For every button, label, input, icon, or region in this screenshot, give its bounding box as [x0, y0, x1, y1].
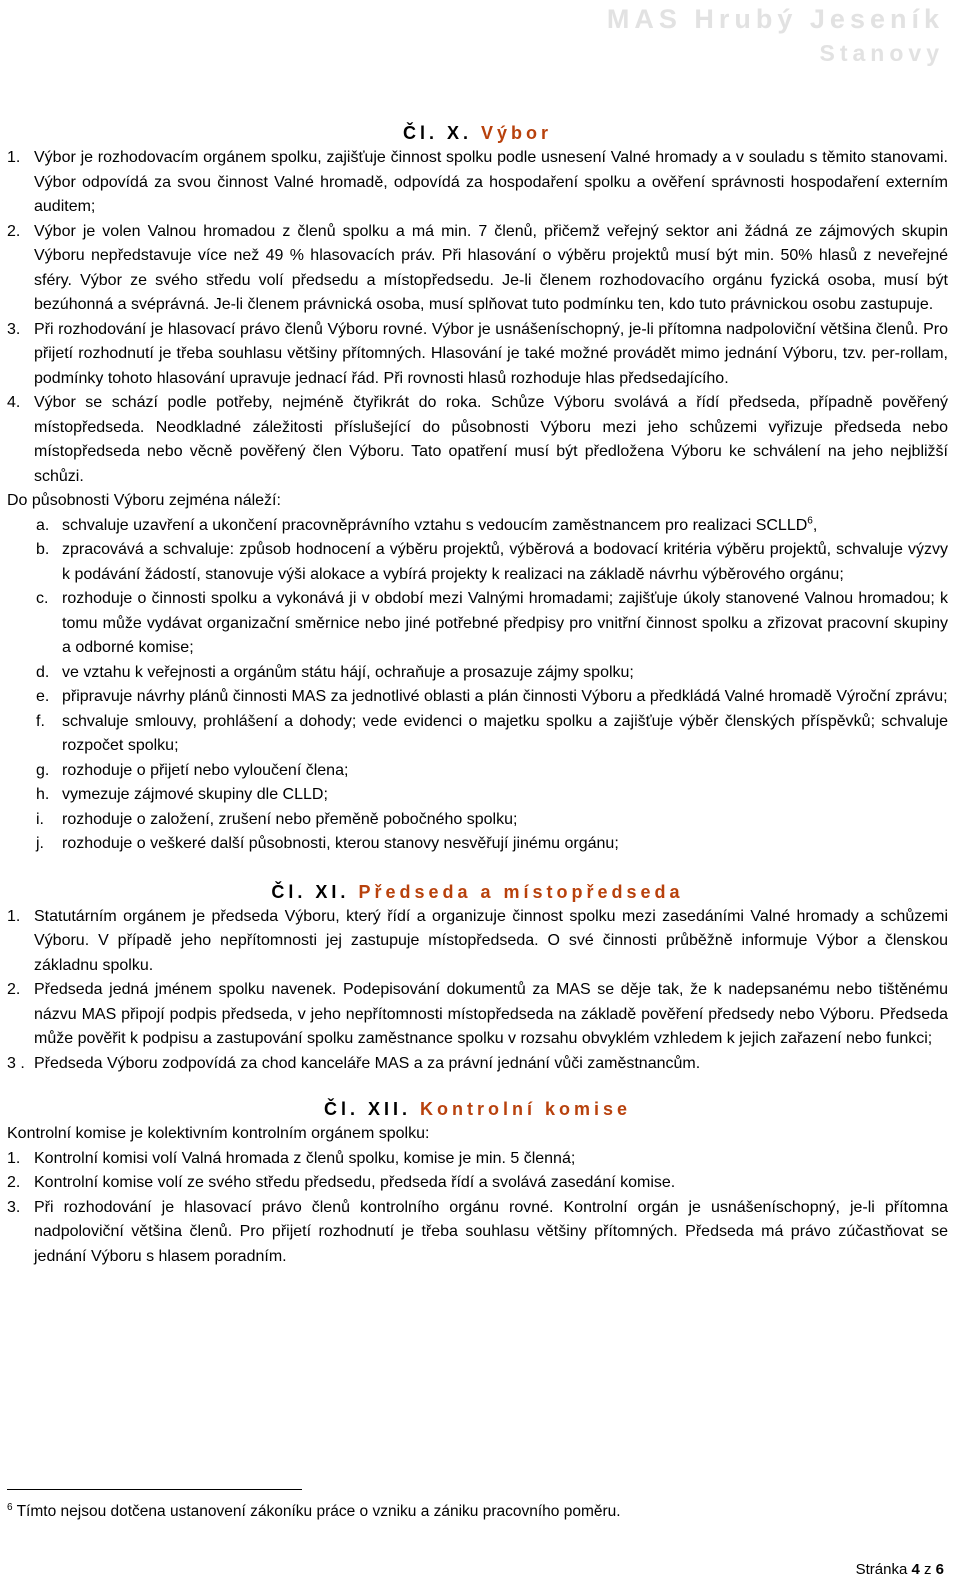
- item-letter: e.: [36, 688, 50, 705]
- list-item: [7, 538, 948, 587]
- section-x-list: [7, 146, 948, 489]
- item-number: 4.: [7, 394, 21, 411]
- section-xi-list: [7, 905, 948, 1077]
- item-letter: f.: [36, 712, 45, 730]
- item-letter: a.: [36, 516, 50, 534]
- section-spacer: [7, 857, 948, 879]
- section-x-heading: [7, 120, 948, 146]
- footnote: [7, 1502, 948, 1522]
- header-subtitle: Stanovy: [819, 40, 944, 66]
- item-text: Při rozhodování je hlasovací právo členů Výboru rovné. Výbor je usnášeníschopný, je-li přítomna nadpoloviční většina členů. Pro přijetí rozhodnutí je třeba souhlasu většiny přítomných. Hlasování je také možné provádět mimo jednání Výboru, tzv. per-rollam, podmínky tohoto hlasování upravuje jednací řád. Při rovnosti hlasů rozhoduje hlas předsedajícího.: [34, 320, 948, 387]
- document-body: [7, 120, 948, 1269]
- item-text: Výbor je rozhodovacím orgánem spolku, zajišťuje činnost spolku podle usnesení Valné hromady a v souladu s těmito stanovami. Výbor odpovídá za svou činnost Valné hromadě, odpovídá za hospodaření spolku a ověření správnosti hospodaření externím auditem;: [34, 149, 948, 215]
- item-number: 3.: [7, 320, 21, 338]
- list-item: [7, 1147, 948, 1172]
- section-xii-intro: Kontrolní komise je kolektivním kontrolním orgánem spolku:: [7, 1125, 430, 1142]
- section-xi-heading: [7, 879, 948, 905]
- item-text: Kontrolní komisi volí Valná hromada z členů spolku, komise je min. 5 členná;: [34, 1149, 576, 1167]
- section-x-title: Výbor: [481, 123, 553, 143]
- item-letter: i.: [36, 810, 44, 828]
- page-label: Stránka: [855, 1561, 908, 1578]
- item-punctuation: ,: [812, 516, 818, 534]
- list-item: [7, 1196, 948, 1270]
- section-xii-number: Čl. XII.: [323, 1099, 411, 1119]
- page-current: 4: [911, 1561, 920, 1578]
- item-letter: g.: [36, 761, 50, 779]
- item-text: Předseda jedná jménem spolku navenek. Podepisování dokumentů za MAS se děje tak, že k nadepsanému nebo tištěnému názvu MAS připojí podpis předseda, v jeho nepřítomnosti místopředseda na základě pověření předsedy nebo Výboru. Předseda může pověřit k podpisu a zastupování spolku zaměstnance spolku v rozsahu obvyklém vzhledem k jejich zařazení nebo funkci;: [34, 981, 948, 1047]
- item-text: ve vztahu k veřejnosti a orgánům státu hájí, ochraňuje a prosazuje zájmy spolku;: [62, 663, 634, 681]
- list-item: [7, 220, 948, 318]
- item-number: 3.: [7, 1198, 21, 1216]
- item-text: Výbor je volen Valnou hromadou z členů spolku a má min. 7 členů, přičemž veřejný sektor ani žádná ze zájmových skupin Výboru nepředstavuje více než 49 % hlasovacích práv. Při hlasování o výběru projektů musí být min. 50% hlasů z neveřejné sféry. Výbor ze svého středu volí předsedu a místopředsedu. Je-li členem rozhodovacího orgánu fyzická osoba, musí být bezúhonná a svéprávná. Je-li členem právnická osoba, musí splňovat tuto podmínku ten, kdo tuto právnickou osobu zastupuje.: [34, 222, 948, 313]
- footnote-separator: [7, 1489, 302, 1490]
- item-text: rozhoduje o přijetí nebo vyloučení člena;: [62, 761, 349, 779]
- item-text: připravuje návrhy plánů činnosti MAS za jednotlivé oblasti a plán činnosti Výboru a předkládá Valné hromadě Výroční zprávu;: [62, 688, 948, 705]
- list-item: [7, 514, 948, 539]
- item-letter: b.: [36, 541, 50, 558]
- list-item: [7, 685, 948, 710]
- item-letter: j.: [36, 835, 44, 852]
- page-separator: z: [923, 1561, 932, 1578]
- item-letter: h.: [36, 786, 50, 803]
- list-item: [7, 146, 948, 220]
- section-xii-list: [7, 1147, 948, 1270]
- list-item: [7, 587, 948, 661]
- list-item: [7, 710, 948, 759]
- item-text: vymezuje zájmové skupiny dle CLLD;: [62, 786, 328, 803]
- list-item: [7, 759, 948, 784]
- item-text: rozhoduje o založení, zrušení nebo přeměně pobočného spolku;: [62, 810, 518, 828]
- list-item: [7, 832, 948, 857]
- scope-list: [7, 514, 948, 857]
- item-text: Výbor se schází podle potřeby, nejméně čtyřikrát do roka. Schůze Výboru svolává a řídí předseda, případně pověřený místopředseda. Neodkladné záležitosti příslušející do působnosti Výboru mezi jeho schůzemi vyřizuje předseda nebo místopředseda nebo věcně pověřený člen Výboru. Tato opatření musí být předložena Výboru ke schválení na jeho nejbližší schůzi.: [34, 394, 948, 485]
- item-text: schvaluje smlouvy, prohlášení a dohody; vede evidenci o majetku spolku a zajišťuje výběr členských příspěvků; schvaluje rozpočet spolku;: [62, 712, 948, 754]
- item-text: zpracovává a schvaluje: způsob hodnocení a výběru projektů, výběrová a bodovací kritéria výběru projektů, schvaluje výzvy k podávání žádostí, stanovuje výši alokace a vybírá projekty k realizaci na základě návrhu výběrového orgánu;: [62, 541, 948, 583]
- list-item: [7, 391, 948, 489]
- item-letter: d.: [36, 663, 50, 681]
- section-x-number: Čl. X.: [402, 123, 472, 143]
- item-text: schvaluje uzavření a ukončení pracovněprávního vztahu s vedoucím zaměstnancem pro realizaci SCLLD: [62, 516, 808, 534]
- document-header: [607, 2, 944, 70]
- section-xii-title: Kontrolní komise: [420, 1099, 632, 1119]
- page-total: 6: [935, 1561, 944, 1578]
- item-number: 1.: [7, 149, 21, 166]
- footnote-reference[interactable]: 6: [807, 515, 813, 527]
- footnote-text: Tímto nejsou dotčena ustanovení zákoníku práce o vzniku a zániku pracovního poměru.: [16, 1503, 621, 1520]
- list-item: [7, 808, 948, 833]
- item-number: 2.: [7, 1174, 21, 1191]
- item-text: Při rozhodování je hlasovací právo členů kontrolního orgánu rovné. Kontrolní orgán je usnášeníschopný, je-li přítomna nadpoloviční většina členů. Pro přijetí rozhodnutí je třeba souhlasu většiny přítomných. Předseda má právo zúčastňovat se jednání Výboru s hlasem poradním.: [34, 1198, 948, 1265]
- item-text: Statutárním orgánem je předseda Výboru, který řídí a organizuje činnost spolku mezi zasedáními Valné hromady a schůzemi Výboru. V případě jeho nepřítomnosti jej zastupuje místopředseda. O své činnosti průběžně informuje Výbor a členskou základnu spolku.: [34, 907, 948, 974]
- item-text: rozhoduje o činnosti spolku a vykonává ji v období mezi Valnými hromadami; zajišťuje úkoly stanovené Valnou hromadou; k tomu může vydávat organizační směrnice nebo jiné potřebné předpisy pro vnitřní činnost spolku a zřizovat pracovní skupiny a odborné komise;: [62, 590, 948, 656]
- page-number: [856, 1560, 944, 1580]
- section-xi-title: Předseda a místopředseda: [358, 881, 684, 902]
- list-item: [7, 1171, 948, 1196]
- section-xii-heading: [7, 1096, 948, 1122]
- item-letter: c.: [36, 590, 49, 607]
- section-spacer: [7, 1076, 948, 1096]
- item-text: rozhoduje o veškeré další působnosti, kterou stanovy nesvěřují jinému orgánu;: [62, 835, 619, 852]
- item-text: Předseda Výboru zodpovídá za chod kanceláře MAS a za právní jednání vůči zaměstnancům.: [34, 1054, 701, 1072]
- scope-intro: Do působnosti Výboru zejména náleží:: [7, 492, 281, 509]
- list-item: [7, 783, 948, 808]
- item-text: Kontrolní komise volí ze svého středu předsedu, předseda řídí a svolává zasedání komise.: [34, 1174, 676, 1191]
- header-title: MAS Hrubý Jeseník: [606, 4, 944, 34]
- list-item: [7, 318, 948, 392]
- item-number: 1.: [7, 907, 21, 925]
- item-number: 2.: [7, 981, 21, 998]
- list-item: [7, 1052, 948, 1077]
- footnote-mark: 6: [7, 1501, 13, 1513]
- item-number: 1.: [7, 1149, 21, 1167]
- item-number: 2.: [7, 222, 21, 240]
- item-number: 3 .: [7, 1054, 25, 1072]
- list-item: [7, 978, 948, 1052]
- list-item: [7, 661, 948, 686]
- section-xi-number: Čl. XI.: [271, 881, 350, 902]
- list-item: [7, 905, 948, 979]
